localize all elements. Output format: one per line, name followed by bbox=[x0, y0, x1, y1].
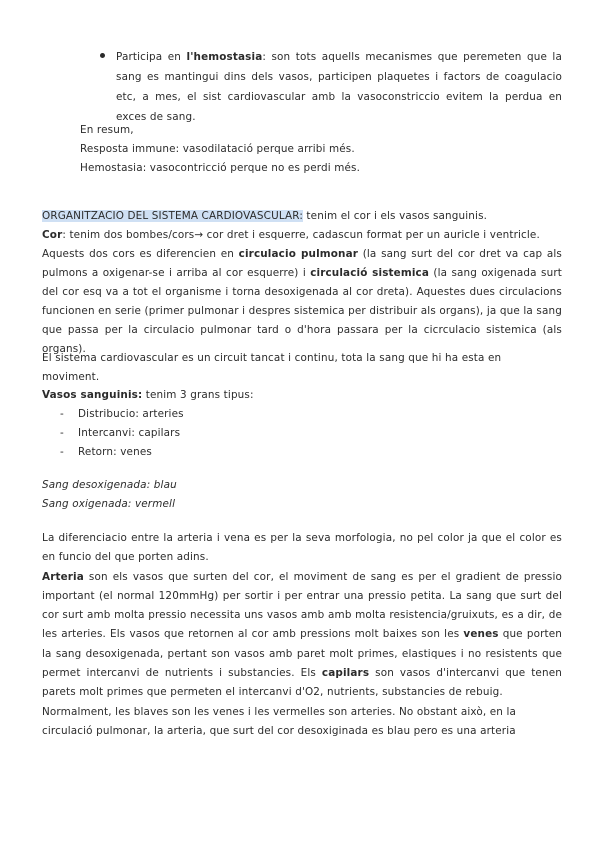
circulacio-pulmonar-term: circulacio pulmonar bbox=[238, 248, 359, 260]
circulacio-text-c: (la sang oxigenada surt del cor esq va a tot el organisme i torna desoxigenada al cor dreta). Aquestes dues circulacions funcionen en serie (primer pulmonar i despres sistemica per distribuir als organs), ja que la sang que passa per la circulacio pulmonar tard o d'hora passara per la cicrculacio sistemica (als organs). bbox=[42, 267, 562, 355]
diferenciacio-paragraph: La diferenciacio entre la arteria i vena es per la seva morfologia, no pel color ja que el color es en funcio del que porten adins. bbox=[42, 532, 562, 564]
resum-title: En resum, bbox=[80, 124, 134, 136]
vasos-list bbox=[42, 405, 562, 462]
bullet-dot bbox=[100, 53, 105, 58]
organitzacio-heading: ORGANITZACIO DEL SISTEMA CARDIOVASCULAR: bbox=[42, 210, 303, 222]
arteria-text-a: son els vasos que surten del cor, el moviment de sang es per el gradient de pressio important (el normal 120mmHg) per sortir i per entrar una pressio petita. La sang que surt del cor surt amb molta pressio necessita uns vasos amb amb molta resistencia/gruixuts, es a dir, de les arteries. Els vasos que retornen al cor amb pressions molt baixes son les bbox=[42, 570, 562, 641]
organitzacio-section bbox=[42, 207, 562, 359]
bullet-lead: Participa en bbox=[116, 51, 187, 63]
bullet-rest: : son tots aquells mecanismes que peremeten que la sang es mantingui dins dels vasos, participen plaquetes i factors de coagulacio etc, a mes, el sist cardiovascular amb la vasoconstriccio evitem la perdua en exces de sang. bbox=[116, 51, 562, 123]
capilars-term: capilars bbox=[321, 667, 370, 680]
normalment-paragraph: Normalment, les blaves son les venes i les vermelles son arteries. No obstant això, en la circulació pulmonar, la arteria, que surt del cor desoxiginada es blau pero es una arteria bbox=[42, 705, 517, 737]
arteria-text-b: que porten la sang desoxigenada, pertant son vasos amb paret molt primes, elastiques i no resistents que permet intercanvi de nutrients i substancies. Els bbox=[42, 628, 562, 680]
organitzacio-heading-line bbox=[42, 207, 562, 226]
sang-oxigenada: Sang oxigenada: vermell bbox=[42, 498, 176, 510]
circulacio-text-b: (la sang surt del cor dret va cap als pulmons a oxigenar-se i arriba al cor esquerre) i bbox=[42, 248, 562, 279]
resum-line-hemostasia: Hemostasia: vasocontricció perque no es perdi més. bbox=[80, 162, 361, 174]
cor-term: Cor bbox=[42, 229, 63, 241]
vasos-heading-line bbox=[42, 386, 562, 405]
resum-line-immune: Resposta immune: vasodilatació perque arribi més. bbox=[80, 143, 355, 155]
list-item: - Retorn: venes bbox=[42, 443, 562, 462]
circulacio-paragraph bbox=[42, 245, 562, 359]
vasos-section bbox=[42, 386, 562, 462]
venes-term: venes bbox=[463, 628, 499, 641]
circuit-tancat-paragraph: El sistema cardiovascular es un circuit tancat i continu, tota la sang que hi ha esta en moviment. bbox=[42, 352, 502, 383]
diferenciacio-section bbox=[42, 529, 562, 741]
hemostasia-term: l'hemostasia bbox=[186, 51, 263, 63]
list-item: - Intercanvi: capilars bbox=[42, 424, 562, 443]
arteria-text-c: son vasos d'intercanvi que tenen parets molt primes que permeten el intercanvi d'O2, nutrients, substancies de rebuig. bbox=[42, 667, 562, 699]
hemostasia-bullet bbox=[116, 47, 562, 127]
cor-text: : tenim dos bombes/cors→ cor dret i esquerre, cadascun format per un auricle i ventricle. bbox=[62, 229, 540, 241]
sang-section bbox=[42, 476, 562, 514]
sang-desoxigenada: Sang desoxigenada: blau bbox=[42, 479, 177, 491]
arteria-paragraph bbox=[42, 568, 562, 703]
vasos-intro: tenim 3 grans tipus: bbox=[142, 389, 254, 401]
cor-paragraph bbox=[42, 226, 562, 245]
resum-section bbox=[80, 121, 360, 178]
circulacio-text-a: Aquests dos cors es diferencien en bbox=[42, 248, 239, 260]
vasos-term: Vasos sanguinis: bbox=[42, 389, 143, 401]
arteria-term: Arteria bbox=[42, 570, 84, 583]
list-item: - Distribucio: arteries bbox=[42, 405, 562, 424]
organitzacio-heading-rest: tenim el cor i els vasos sanguinis. bbox=[302, 210, 488, 222]
circulacio-sistemica-term: circulació sistemica bbox=[310, 267, 430, 279]
